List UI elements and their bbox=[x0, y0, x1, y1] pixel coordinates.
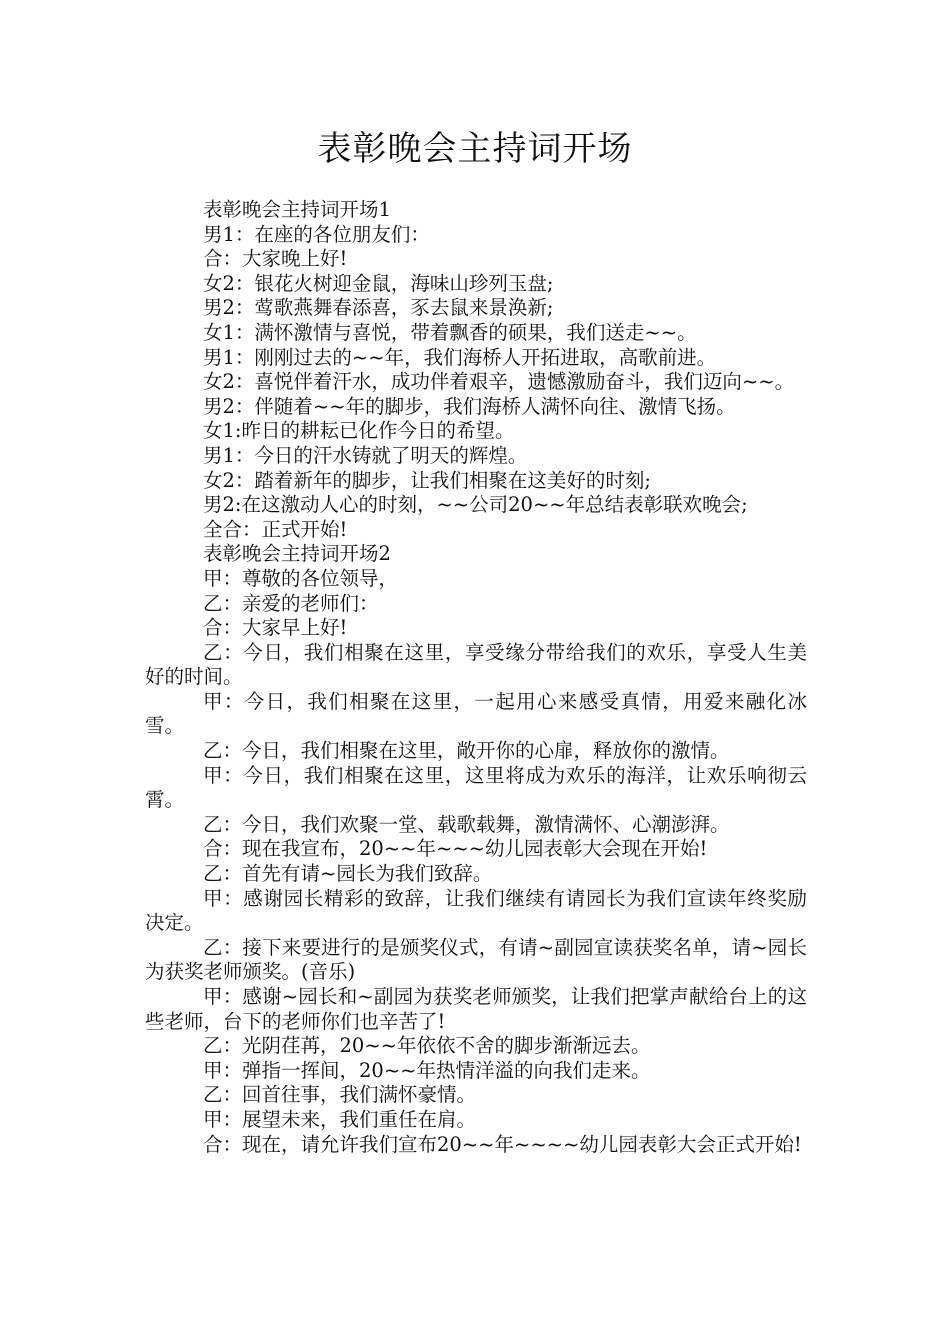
paragraph: 男1：刚刚过去的~~年，我们海桥人开拓进取，高歌前进。 bbox=[203, 345, 717, 369]
paragraph: 表彰晚会主持词开场2 bbox=[203, 542, 391, 566]
paragraph: 乙：回首往事，我们满怀豪情。 bbox=[203, 1083, 477, 1107]
paragraph: 乙：光阴荏苒，20~~年依依不舍的脚步渐渐远去。 bbox=[203, 1034, 651, 1058]
paragraph: 乙：今日，我们相聚在这里，敞开你的心扉，释放你的激情。 bbox=[203, 739, 730, 763]
paragraph: 乙：首先有请~园长为我们致辞。 bbox=[203, 862, 493, 886]
paragraph: 甲：今日，我们相聚在这里，这里将成为欢乐的海洋，让欢乐响彻云霄。 bbox=[145, 763, 807, 812]
paragraph: 乙：接下来要进行的是颁奖仪式，有请~副园宣读获奖名单，请~园长为获奖老师颁奖。(音乐) bbox=[145, 935, 807, 984]
paragraph: 甲：今日，我们相聚在这里，一起用心来感受真情，用爱来融化冰雪。 bbox=[145, 689, 807, 738]
paragraph: 甲：感谢园长精彩的致辞，让我们继续有请园长为我们宣读年终奖励决定。 bbox=[145, 886, 807, 935]
paragraph: 甲：展望未来，我们重任在肩。 bbox=[203, 1107, 477, 1131]
paragraph: 女1：满怀激情与喜悦，带着飘香的硕果，我们送走~~。 bbox=[203, 320, 697, 344]
paragraph: 甲：尊敬的各位领导， bbox=[203, 566, 399, 590]
document-body bbox=[145, 198, 807, 1157]
paragraph: 合：现在，请允许我们宣布20~~年~~~~幼儿园表彰大会正式开始! bbox=[203, 1132, 802, 1156]
paragraph: 女2：踏着新年的脚步，让我们相聚在这美好的时刻; bbox=[203, 468, 651, 492]
paragraph: 甲：感谢~园长和~副园为获奖老师颁奖，让我们把掌声献给台上的这些老师，台下的老师你们也辛苦了! bbox=[145, 985, 807, 1033]
paragraph: 合：大家早上好! bbox=[203, 616, 348, 640]
paragraph: 乙：今日，我们相聚在这里，享受缘分带给我们的欢乐，享受人生美好的时间。 bbox=[145, 640, 807, 689]
paragraph: 男2:在这激动人心的时刻，~~公司20~~年总结表彰联欢晚会; bbox=[203, 493, 748, 517]
paragraph: 甲：弹指一挥间，20~~年热情洋溢的向我们走来。 bbox=[203, 1058, 651, 1082]
paragraph: 表彰晚会主持词开场1 bbox=[203, 198, 391, 221]
paragraph: 女2：喜悦伴着汗水，成功伴着艰辛，遗憾激励奋斗，我们迈向~~。 bbox=[203, 370, 795, 394]
paragraph: 男2：伴随着~~年的脚步，我们海桥人满怀向往、激情飞扬。 bbox=[203, 394, 736, 418]
paragraph: 乙：亲爱的老师们： bbox=[203, 591, 379, 615]
paragraph: 合：大家晚上好! bbox=[203, 247, 348, 271]
paragraph: 男1：在座的各位朋友们： bbox=[203, 222, 430, 246]
paragraph: 合：现在我宣布，20~~年~~~幼儿园表彰大会现在开始! bbox=[203, 837, 708, 861]
document-title: 表彰晚会主持词开场 bbox=[317, 129, 633, 169]
paragraph: 女1:昨日的耕耘已化作今日的希望。 bbox=[203, 419, 515, 443]
paragraph: 乙：今日，我们欢聚一堂、载歌载舞，激情满怀、心潮澎湃。 bbox=[203, 812, 730, 836]
paragraph: 全合：正式开始! bbox=[203, 517, 348, 541]
paragraph: 男1：今日的汗水铸就了明天的辉煌。 bbox=[203, 443, 528, 467]
paragraph: 男2：莺歌燕舞春添喜，豕去鼠来景涣新; bbox=[203, 296, 554, 320]
paragraph: 女2：银花火树迎金鼠，海味山珍列玉盘; bbox=[203, 271, 554, 295]
